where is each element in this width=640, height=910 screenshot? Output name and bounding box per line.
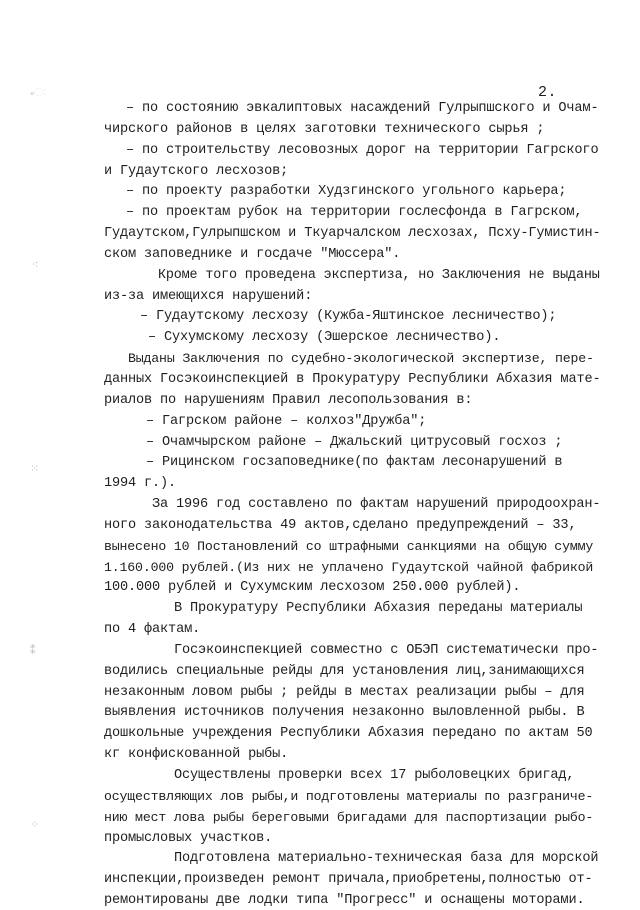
- text-line: ском заповеднике и госдаче "Мюссера".: [104, 246, 401, 262]
- text-line: из-за имеющихся нарушений:: [104, 288, 313, 304]
- margin-mark: ⁑: [30, 644, 36, 657]
- margin-mark: ⁙: [30, 462, 40, 475]
- text-line: В Прокуратуру Республики Абхазия переданы материалы: [174, 601, 583, 617]
- text-line: – Гагрском районе – колхоз"Дружба";: [146, 413, 427, 429]
- text-line: данных Госэкоинспекцией в Прокуратуру Республики Абхазия мате-: [104, 371, 601, 387]
- text-line: водились специальные рейды для установления лиц,занимающихся: [104, 663, 585, 679]
- text-line: Осуществлены проверки всех 17 рыболовецких бригад,: [174, 767, 575, 783]
- text-line: – Гудаутскому лесхозу (Кужба-Яштинское лесничество);: [140, 309, 557, 325]
- text-line: – Рицинском госзаповеднике(по фактам лесонарушений в: [146, 455, 563, 471]
- text-line: – по проектам рубок на территории гослесфонда в Гагрском,: [126, 205, 583, 221]
- text-line: нию мест лова рыбы береговыми бригадами для паспортизации рыбо-: [104, 809, 594, 825]
- text-line: 1.160.000 рублей.(Из них не уплачено Гудаутской чайной фабрикой: [104, 559, 594, 575]
- text-line: 100.000 рублей и Сухумским лесхозом 250.000 рублей).: [104, 580, 521, 596]
- text-line: чирского районов в целях заготовки технического сырья ;: [104, 121, 545, 137]
- text-line: Подготовлена материально-техническая база для морской: [174, 851, 599, 867]
- margin-mark: ◦ઃ: [30, 86, 47, 99]
- text-line: ного законодательства 49 актов,сделано предупреждений – 33,: [104, 517, 577, 533]
- text-line: ремонтированы две лодки типа "Прогресс" и оснащены моторами.: [104, 893, 585, 908]
- text-line: риалов по нарушениям Правил лесопользования в:: [104, 392, 473, 408]
- text-line: дошкольные учреждения Республики Абхазия передано по актам 50: [104, 726, 593, 742]
- page-number: 2.: [538, 84, 558, 101]
- text-line: – Сухумскому лесхозу (Эшерское лесничество).: [148, 330, 501, 346]
- text-line: 1994 г.).: [104, 476, 177, 492]
- text-line: незаконным ловом рыбы ; рейды в местах реализации рыбы – для: [104, 684, 585, 700]
- margin-mark: ⁘: [30, 818, 40, 831]
- text-line: осуществляющих лов рыбы,и подготовлены материалы по разграниче-: [104, 788, 594, 804]
- text-line: кг конфискованной рыбы.: [104, 747, 289, 763]
- text-line: Гудаутском,Гулрыпшском и Ткуарчалском лесхозах, Псху-Гумистин-: [104, 226, 601, 242]
- text-line: выявления источников получения незаконно выловленной рыбы. В: [104, 705, 585, 721]
- text-line: Кроме того проведена экспертиза, но Заключения не выданы: [158, 267, 600, 283]
- margin-mark: ⁖: [32, 258, 39, 271]
- text-line: – Очамчырском районе – Джальский цитрусовый госхоз ;: [146, 434, 563, 450]
- text-line: За 1996 год составлено по фактам нарушений природоохран-: [152, 497, 601, 512]
- text-line: – по строительству лесовозных дорог на территории Гагрского: [126, 142, 599, 158]
- text-line: промысловых участков.: [104, 830, 273, 846]
- text-line: по 4 фактам.: [104, 622, 201, 638]
- text-line: вынесено 10 Постановлений со штрафными санкциями на общую сумму: [104, 538, 594, 554]
- text-line: – по состоянию эвкалиптовых насаждений Гулрыпшского и Очам-: [126, 101, 599, 116]
- text-line: Выданы Заключения по судебно-экологической экспертизе, пере-: [128, 351, 594, 367]
- text-line: и Гудаутского лесхозов;: [104, 163, 289, 179]
- text-line: инспекции,произведен ремонт причала,приобретены,полностью от-: [104, 872, 593, 888]
- text-line: – по проекту разработки Худзгинского угольного карьера;: [126, 184, 567, 200]
- text-line: Госэкоинспекцией совместно с ОБЭП систематически про-: [174, 642, 599, 658]
